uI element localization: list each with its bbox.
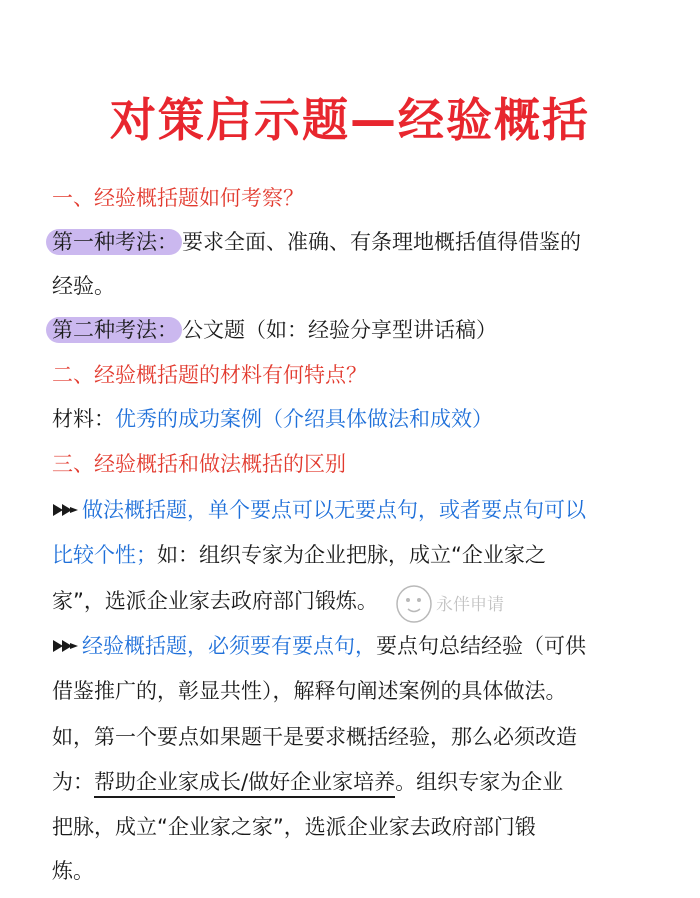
section-heading-3: 三、经验概括和做法概括的区别 [52,452,346,476]
page-title: 对策启示题—经验概括 [110,93,590,147]
paragraph-2-line-2: 借鉴推广的，彰显共性），解释句阐述案例的具体做法。 [52,679,567,703]
paragraph-1-emphasis: 做法概括题，单个要点可以无要点句，或者要点句可以 [82,498,586,522]
watermark-logo [392,572,510,632]
double-arrow-icon [52,502,80,518]
method-1-label: 第一种考法： [46,229,182,255]
paragraph-2-prefix: 为： [52,770,94,794]
paragraph-2-line-6: 炼。 [52,859,94,883]
paragraph-2-line-5: 把脉，成立“企业家之家”，选派企业家去政府部门锻 [52,815,536,839]
method-2-label: 第二种考法： [46,317,182,343]
paragraph-2-emphasis: 经验概括题，必须要有要点句， [82,634,376,658]
paragraph-1-example: 如：组织专家为企业把脉，成立“企业家之 [157,543,546,567]
paragraph-2-text: 要点句总结经验（可供 [376,634,586,658]
paragraph-2-line-4 [52,767,563,797]
paragraph-2-suffix: 。组织专家为企业 [395,770,564,794]
svg-text:永伴申请: 永伴申请 [436,595,504,615]
method-2-text: 公文题（如：经验分享型讲话稿） [182,318,497,342]
paragraph-2-line-1 [52,631,586,661]
method-1-text-cont: 经验。 [52,274,115,298]
section-heading-2: 二、经验概括题的材料有何特点？ [52,363,367,387]
material-label: 材料： [52,407,115,431]
paragraph-1-line-1 [52,495,586,525]
method-1-text: 要求全面、准确、有条理地概括值得借鉴的 [182,230,581,254]
paragraph-1-line-2 [52,540,546,570]
material-text: 优秀的成功案例（介绍具体做法和成效） [115,407,493,431]
underlined-key-point: 帮助企业家成长/做好企业家培养 [94,770,395,798]
double-arrow-icon [52,638,80,654]
method-2-line [52,315,497,345]
section-heading-1: 一、经验概括题如何考察？ [52,186,304,210]
paragraph-2-line-3: 如，第一个要点如果题干是要求概括经验，那么必须改造 [52,725,577,749]
paragraph-1-line-3: 家”，选派企业家去政府部门锻炼。 [52,589,378,613]
method-1-line [52,227,581,257]
material-line [52,404,493,434]
paragraph-1-emphasis-cont: 比较个性； [52,543,157,567]
